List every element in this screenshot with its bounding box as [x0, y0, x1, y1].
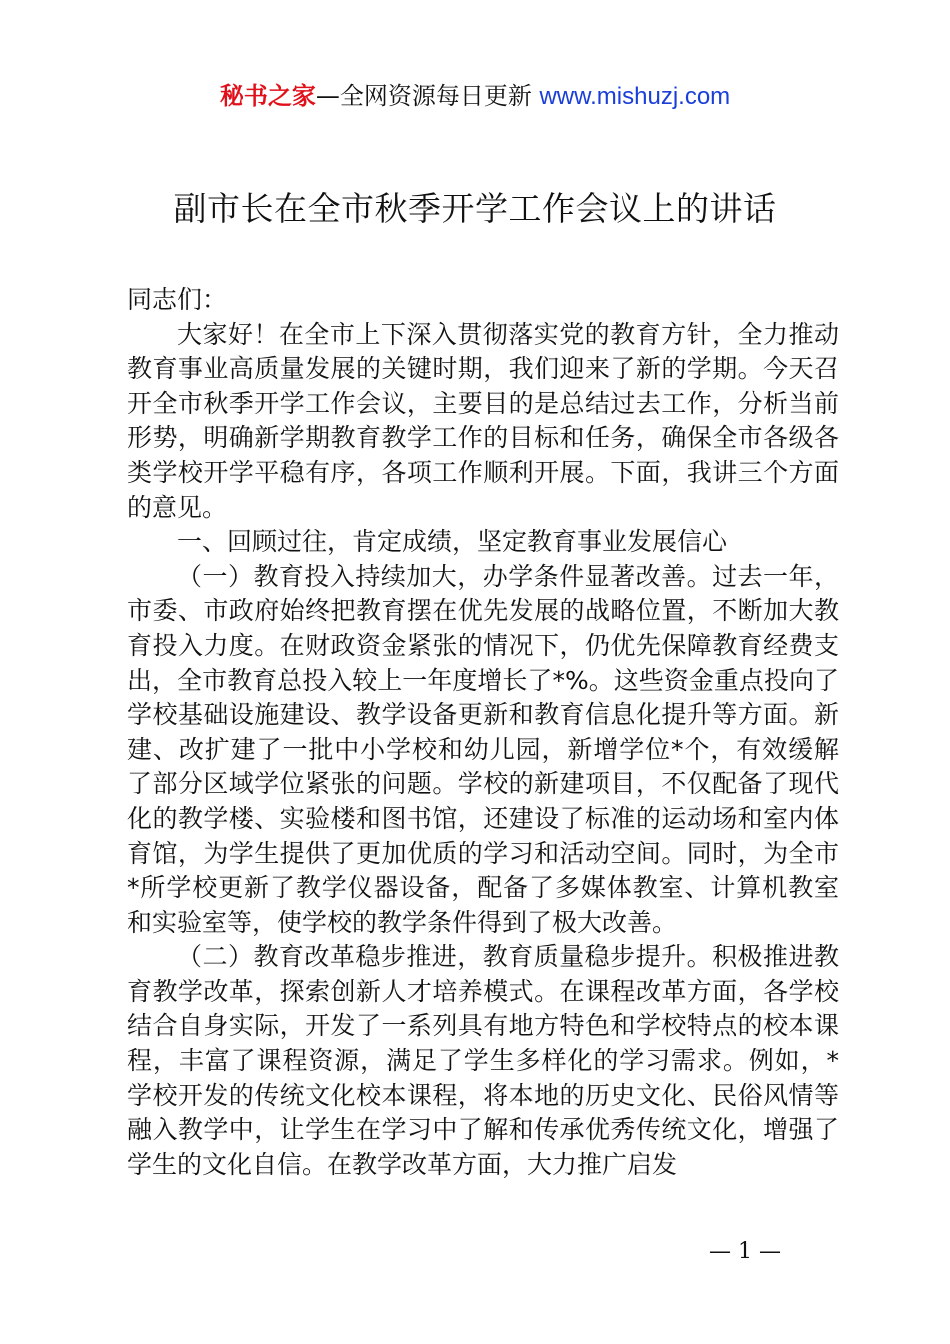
- document-body: [127, 283, 839, 1182]
- brand-name: 秘书之家: [219, 82, 316, 110]
- paragraph-intro: 大家好！在全市上下深入贯彻落实党的教育方针，全力推动教育事业高质量发展的关键时期，我们迎来了新的学期。今天召开全市秋季开学工作会议，主要目的是总结过去工作，分析当前形势，明确新学期教育教学工作的目标和任务，确保全市各级各类学校开学平稳有序，各项工作顺利开展。下面，我讲三个方面的意见。: [127, 319, 839, 522]
- page-number: — 1 —: [709, 1239, 781, 1264]
- site-header: [0, 80, 950, 113]
- section-heading-1: 一、回顾过往，肯定成绩，坚定教育事业发展信心: [177, 527, 728, 557]
- document-title: 副市长在全市秋季开学工作会议上的讲话: [173, 189, 777, 228]
- paragraph-subsection-1: （一）教育投入持续加大，办学条件显著改善。过去一年，市委、市政府始终把教育摆在优先发展的战略位置，不断加大教育投入力度。在财政资金紧张的情况下，仍优先保障教育经费支出，全市教育总投入较上一年度增长了*%。这些资金重点投向了学校基础设施建设、教学设备更新和教育信息化提升等方面。新建、改扩建了一批中小学校和幼儿园，新增学位*个，有效缓解了部分区域学位紧张的问题。学校的新建项目，不仅配备了现代化的教学楼、实验楼和图书馆，还建设了标准的运动场和室内体育馆，为学生提供了更加优质的学习和活动空间。同时，为全市*所学校更新了教学仪器设备，配备了多媒体教室、计算机教室和实验室等，使学校的教学条件得到了极大改善。: [127, 561, 839, 937]
- salutation: 同志们：: [127, 285, 228, 314]
- paragraph-subsection-2: （二）教育改革稳步推进，教育质量稳步提升。积极推进教育教学改革，探索创新人才培养模式。在课程改革方面，各学校结合自身实际，开发了一系列具有地方特色和学校特点的校本课程，丰富了课程资源，满足了学生多样化的学习需求。例如，*学校开发的传统文化校本课程，将本地的历史文化、民俗风情等融入教学中，让学生在学习中了解和传承优秀传统文化，增强了学生的文化自信。在教学改革方面，大力推广启发: [127, 942, 839, 1179]
- site-url-link[interactable]: www.mishuzj.com: [539, 83, 731, 110]
- header-tagline: —全网资源每日更新: [315, 82, 532, 110]
